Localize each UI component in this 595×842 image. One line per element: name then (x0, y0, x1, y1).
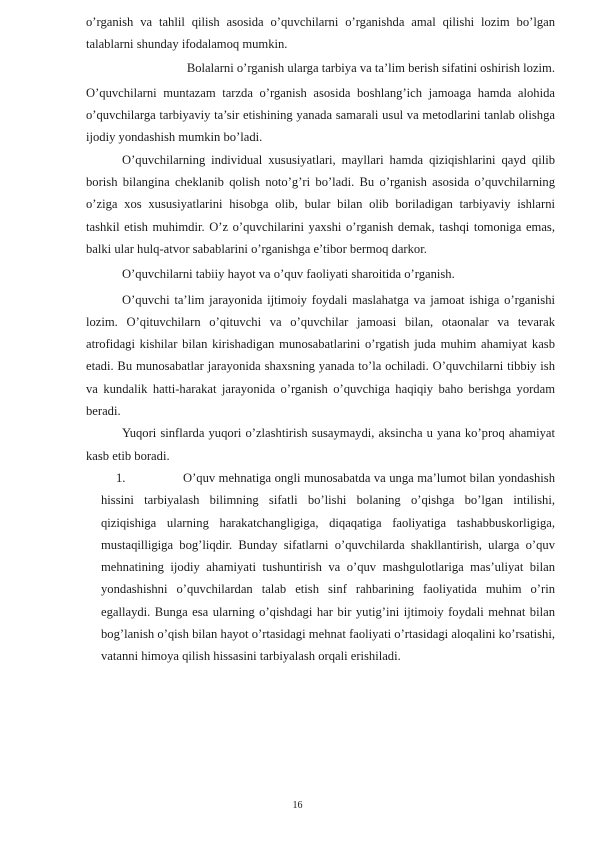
paragraph-6: O’quvchi ta’lim jarayonida ijtimoiy foydali maslahatga va jamoat ishiga o’rganishi lozim. O’qituvchilarn o’qituvchi va o’quvchilar jamoasi bilan, otaonalar va tevarak atrofidagi kishilar bilan kirishadigan munosabatlarini o’rgatish juda muhim ahamiyat kasb etadi. Bu munosabatlar jarayonida shaxsning yanada to’la ochiladi. O’quvchilarni tibbiy ish va kundalik hatti-harakat jarayonida o’rganish o’quvchiga haqiqiy baho berishga yordam beradi. (86, 292, 555, 419)
page-number: 16 (292, 800, 303, 811)
item-text: O’quv mehnatiga ongli munosabatda va unga ma’lumot bilan yondashish hissini tarbiyalash bilimning sifatli bo’lishi bolaning o’qishga bo’lgan intilishi, qiziqishiga ularning harakatchangligiga, diqaqatiga faoliyatiga tashabbuskorligiga, mustaqilligiga bog’liqdir. Bunday sifatlarni o’quvchilarda shakllantirish, ularga o’quv mehnatining ijodiy ahamiyati tushuntirish va o’quv mashgulotlariga mas’uliyat bilan yondashishni o’quvchilardan talab etish sinf rahbarining faoliyatida muhim o’rin egallaydi. Bunga esa ularning o’qishdagi har bir yutig’ini ijtimoiy foydali mehnat bilan bog’lanish o’qish bilan hayot o’rtasidagi mehnat faoliyati o’rtasidagi aloqalini ko’rsatishi, vatanni himoya qilish hissasini tarbiyalash orqali erishiladi. (101, 470, 555, 664)
paragraph-2-heading: Bolalarni o’rganish ularga tarbiya va ta’lim berish sifatini oshirish lozim. (186, 60, 555, 75)
paragraph-4: O’quvchilarning individual xususiyatlari, mayllari hamda qiziqishlarini qayd qilib borish bilangina cheklanib qolish noto’g’ri bo’ladi. Bu o’rganish asosida o’quvchilarning o’ziga xos xususiyatlarini hisobga olib, bular bilan olib boriladigan tarbiyaviy ishlarni tashkil etish muhimdir. O’z o’quvchilarini yaxshi o’rganish demak, tashqi tomoniga emas, balki ular hulq-atvor sabablarini o’rganishga e’tibor bermoq darkor. (86, 152, 555, 256)
page-body (86, 11, 555, 668)
paragraph-1: o’rganish va tahlil qilish asosida o’quvchilarni o’rganishda amal qilishi lozim bo’lgan talablarni shunday ifodalamoq mumkin. (86, 15, 555, 52)
numbered-item-1 (101, 467, 555, 668)
paragraph-3: O’quvchilarni muntazam tarzda o’rganish asosida boshlang’ich jamoaga hamda alohida o’quvchilarga tarbiyaviy ta’sir etishining yanada samarali usul va metodlarini tanlab olishga ijodiy yondashish mumkin bo’ladi. (86, 85, 555, 145)
item-number: 1. (116, 470, 126, 485)
paragraph-7: Yuqori sinflarda yuqori o’zlashtirish susaymaydi, aksincha u yana ko’proq ahamiyat kasb etib boradi. (86, 426, 555, 463)
paragraph-5-heading: O’quvchilarni tabiiy hayot va o’quv faoliyati sharoitida o’rganish. (122, 267, 455, 282)
